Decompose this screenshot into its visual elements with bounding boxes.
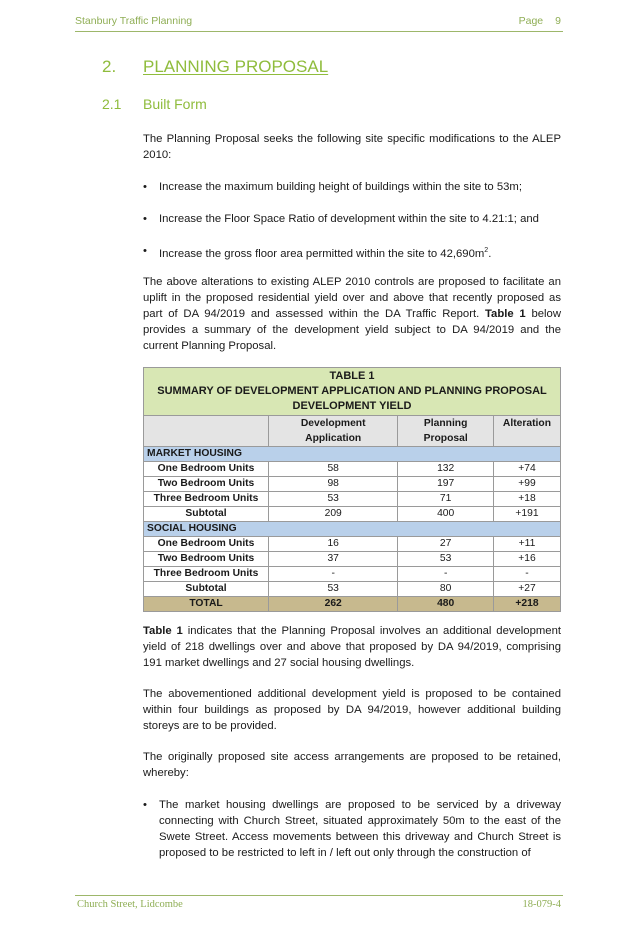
bullet-end: . [488, 247, 492, 260]
header-empty-cell [144, 416, 269, 447]
cell-pp: 53 [398, 552, 494, 567]
table-row [144, 552, 561, 567]
bullet-text: Increase the Floor Space Ratio of development within the site to 4.21:1; and [159, 213, 539, 225]
footer-location: Church Street, Lidcombe [77, 899, 183, 910]
cell-da: 58 [269, 462, 398, 477]
page-label: Page [518, 15, 544, 27]
cell-alt: +191 [493, 507, 560, 522]
cell-alt: +218 [493, 597, 560, 612]
table-title-line1: TABLE 1 [329, 370, 375, 382]
table-row [144, 567, 561, 582]
cell-pp: 400 [398, 507, 494, 522]
bullet-text: Increase the maximum building height of buildings within the site to 53m; [159, 181, 522, 193]
bullet-item [143, 797, 561, 861]
cell-pp: 132 [398, 462, 494, 477]
col-header-da: Development Application [269, 416, 398, 447]
yield-table [143, 367, 561, 612]
cell-alt: +99 [493, 477, 560, 492]
header-company: Stanbury Traffic Planning [75, 15, 193, 27]
bullet-icon: • [143, 213, 147, 225]
section-title: PLANNING PROPOSAL [143, 57, 329, 76]
superscript: 2 [484, 247, 489, 254]
col-header-pp: Planning Proposal [398, 416, 494, 447]
table-row-total [144, 597, 561, 612]
bullet-text: The market housing dwellings are proposed to be serviced by a driveway connecting with Church Street, situated approximately 50m to the east of the Swete Street. Access movements between this driveway and Church Street is proposed to be restricted to left in / left out only through the construction of [159, 799, 561, 859]
table-row-subtotal [144, 582, 561, 597]
cell-da: 98 [269, 477, 398, 492]
cell-alt: +11 [493, 537, 560, 552]
cell-pp: 80 [398, 582, 494, 597]
paragraph-alterations [143, 274, 561, 354]
cell-pp: 480 [398, 597, 494, 612]
cell-alt: +18 [493, 492, 560, 507]
col-header-alt: Alteration [493, 416, 560, 447]
para-text: indicates that the Planning Proposal involves an additional development yield of 218 dwellings over and above that proposed by DA 94/2019, comprising 191 market dwellings and 27 social housing dwellings. [143, 625, 561, 669]
para-text: The above alterations to existing ALEP 2010 controls are proposed to facilitate an uplift in the proposed residential yield over and above that recently proposed as part of DA 94/2019 and assessed within the DA Traffic Report. [143, 276, 561, 320]
paragraph-access: The originally proposed site access arrangements are proposed to be retained, whereby: [143, 751, 561, 779]
page-number: 9 [555, 15, 561, 27]
cell-alt: +27 [493, 582, 560, 597]
page-header [75, 13, 563, 32]
paragraph-table-summary [143, 623, 561, 671]
table-row-subtotal [144, 507, 561, 522]
table-title [144, 368, 561, 416]
cell-da: 53 [269, 582, 398, 597]
cell-da: 262 [269, 597, 398, 612]
table-row [144, 477, 561, 492]
cell-pp: 197 [398, 477, 494, 492]
table-row [144, 537, 561, 552]
table-ref: Table 1 [485, 308, 526, 320]
para-text: below provides a summary of the development yield subject to DA 94/2019 and the current Planning Proposal. [143, 308, 561, 352]
footer-ref: 18-079-4 [522, 899, 561, 910]
cell-da: 16 [269, 537, 398, 552]
subsection-title: Built Form [143, 96, 207, 112]
bullet-icon: • [143, 245, 147, 257]
table-row [144, 462, 561, 477]
cell-alt: +74 [493, 462, 560, 477]
paragraph-yield: The abovementioned additional development yield is proposed to be contained within four buildings as proposed by DA 94/2019, however additional building storeys are to be provided. [143, 688, 561, 732]
cell-pp: 71 [398, 492, 494, 507]
bullet-item [143, 243, 561, 262]
table-ref: Table 1 [143, 625, 183, 637]
subsection-heading [102, 96, 207, 112]
section-heading [102, 57, 328, 77]
row-label: One Bedroom Units [144, 462, 269, 477]
cell-pp: - [398, 567, 494, 582]
bullet-icon: • [143, 799, 147, 811]
bullet-text: Increase the gross floor area permitted within the site to 42,690m [159, 247, 485, 260]
row-label: Two Bedroom Units [144, 552, 269, 567]
section-number: 2. [102, 57, 117, 76]
cell-da: 37 [269, 552, 398, 567]
table-row [144, 492, 561, 507]
bullet-item [143, 179, 561, 195]
row-label: Subtotal [144, 582, 269, 597]
header-page [507, 15, 561, 27]
row-label: Three Bedroom Units [144, 492, 269, 507]
row-label: Two Bedroom Units [144, 477, 269, 492]
row-label: One Bedroom Units [144, 537, 269, 552]
bullet-text-wrap [159, 243, 561, 262]
row-label: Three Bedroom Units [144, 567, 269, 582]
table-title-line2: SUMMARY OF DEVELOPMENT APPLICATION AND PLANNING PROPOSAL DEVELOPMENT YIELD [157, 385, 547, 412]
cell-da: - [269, 567, 398, 582]
row-label: Subtotal [144, 507, 269, 522]
cell-da: 53 [269, 492, 398, 507]
subsection-number: 2.1 [102, 96, 122, 112]
row-label: TOTAL [144, 597, 269, 612]
cell-alt: - [493, 567, 560, 582]
intro-paragraph: The Planning Proposal seeks the following site specific modifications to the ALEP 2010: [143, 133, 561, 161]
section-social-housing: SOCIAL HOUSING [144, 522, 561, 537]
bullet-item [143, 211, 561, 227]
cell-da: 209 [269, 507, 398, 522]
page-footer [75, 895, 563, 916]
cell-alt: +16 [493, 552, 560, 567]
section-market-housing: MARKET HOUSING [144, 447, 561, 462]
bullet-icon: • [143, 181, 147, 193]
cell-pp: 27 [398, 537, 494, 552]
